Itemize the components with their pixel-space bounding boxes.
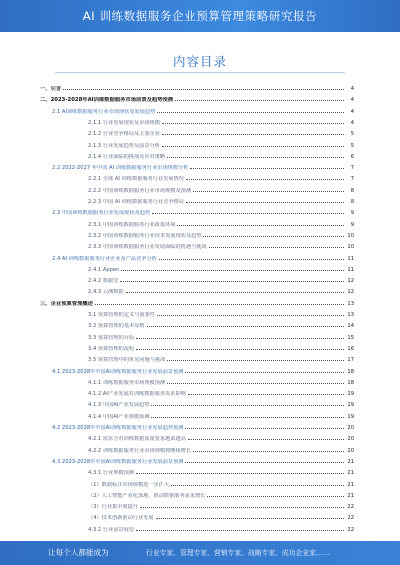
toc-entry-page: 12 (347, 278, 354, 285)
toc-entry[interactable] (52, 252, 354, 262)
toc-leader-dots (136, 349, 344, 350)
toc-entry-page: 4 (350, 108, 354, 115)
toc-entry-title: 2.3.3 中国训练数据服务行业发展面临的机遇与挑战 (88, 244, 207, 251)
toc-leader-dots (188, 439, 344, 440)
toc-entry-page: 4 (350, 97, 354, 104)
toc-entry[interactable] (88, 444, 354, 454)
toc-entry-page: 11 (347, 266, 354, 273)
toc-entry-title: 2.2.2 中国训练数据服务行业市场规模及预测 (88, 187, 192, 194)
footer-slogan: 让每个人都能成为 (48, 548, 109, 557)
toc-entry-title: （4）技术创新驱动行业发展 (88, 515, 154, 522)
toc-entry[interactable] (88, 376, 354, 386)
toc-entry-page: 8 (350, 199, 354, 205)
toc-entry[interactable] (88, 478, 354, 488)
toc-entry-title: 2.1.1 行业发展现状及市场规模 (88, 119, 160, 126)
toc-entry-title: （1）数据标注市场规模进一步扩大 (88, 481, 170, 488)
toc-entry-page: 7 (350, 165, 354, 172)
toc-entry-page: 18 (347, 368, 354, 375)
toc-entry-title: 4.1.3 中国AI产业发展趋势 (88, 402, 150, 409)
toc-leader-dots (185, 428, 344, 429)
footer-banner (0, 541, 400, 565)
toc-entry-title: 2.4.2 数据堂 (88, 278, 119, 285)
toc-leader-dots (193, 451, 344, 452)
toc-entry[interactable] (88, 432, 354, 442)
footer-roles: 行业专家、管理专家、营销专家、战略专家、成功企业家…… (146, 549, 330, 557)
toc-entry[interactable] (88, 500, 354, 510)
toc-leader-dots (152, 213, 344, 214)
toc-leader-dots (167, 383, 344, 384)
toc-entry-title: 2.1.2 行业竞争格局及主要企业 (88, 131, 160, 138)
toc-leader-dots (186, 179, 344, 180)
toc-entry-title: 3.3 预算管理的目标 (88, 334, 135, 341)
toc-leader-dots (121, 270, 344, 271)
toc-entry-title: 2.1 AI训练数据服务行业市场现状及发展趋势 (52, 108, 156, 115)
toc-entry[interactable] (40, 297, 354, 307)
toc-entry[interactable] (88, 184, 354, 194)
toc-leader-dots (209, 247, 344, 248)
toc-entry-page: 4 (350, 86, 354, 92)
toc-entry-title: 3.1 预算管理的定义与重要性 (88, 312, 155, 318)
toc-entry[interactable] (88, 489, 354, 499)
toc-entry-page: 21 (347, 492, 354, 499)
toc-entry-page: 20 (347, 436, 354, 443)
toc-entry[interactable] (52, 161, 354, 171)
toc-leader-dots (162, 123, 344, 124)
toc-entry-title: 2.2 2022-2027 年中国 AI 训练数据服务行业市场规模分析 (52, 165, 189, 172)
toc-leader-dots (162, 146, 344, 147)
toc-leader-dots (159, 259, 344, 260)
toc-entry-title: 2.4 AI 训练数据服务行业企业及产品竞争分析 (52, 255, 157, 262)
toc-entry[interactable] (52, 455, 354, 465)
toc-leader-dots (63, 89, 344, 90)
toc-entry-page: 22 (347, 526, 354, 533)
toc-entry[interactable] (88, 331, 354, 341)
toc-leader-dots (140, 507, 344, 508)
toc-entry-title: 2.2.3 中国 AI 训练数据服务行业竞争格局 (88, 199, 184, 205)
toc-entry-page: 13 (347, 300, 354, 307)
toc-leader-dots (157, 112, 344, 113)
toc-leader-dots (151, 417, 344, 418)
header-banner (0, 0, 400, 32)
toc-leader-dots (171, 485, 344, 486)
toc-entry-page: 10 (347, 232, 354, 239)
toc-leader-dots (185, 372, 344, 373)
toc-entry[interactable] (88, 172, 354, 182)
toc-leader-dots (175, 100, 344, 101)
toc-entry-title: 4.3.2 行业前景展望 (88, 526, 134, 533)
toc-leader-dots (136, 473, 344, 474)
toc-entry-title: 4.2.1 需求方对训练数据质量要求越来越高 (88, 436, 186, 443)
toc-entry[interactable] (88, 319, 354, 329)
toc-leader-dots (177, 225, 344, 226)
toc-entry[interactable] (88, 398, 354, 408)
toc-leader-dots (188, 394, 344, 395)
toc-entry-page: 7 (350, 176, 354, 183)
toc-entry[interactable] (88, 274, 354, 284)
toc-leader-dots (167, 157, 344, 158)
toc-entry-page: 19 (347, 391, 354, 398)
toc-entry-page: 20 (347, 425, 354, 431)
toc-entry[interactable] (88, 285, 354, 295)
toc-entry-page: 14 (347, 323, 354, 330)
toc-entry[interactable] (88, 466, 354, 476)
toc-entry-page: 15 (347, 334, 354, 341)
toc-entry-page: 16 (347, 345, 354, 352)
toc-entry-title: 2.1.4 行业面临的挑战及应对策略 (88, 153, 166, 160)
toc-leader-dots (126, 292, 344, 293)
toc-entry[interactable] (52, 105, 354, 115)
toc-entry-title: 4.1 2023-2028年中国AI训练数据服务行业发展前景预测 (52, 368, 184, 375)
toc-leader-dots (95, 304, 344, 305)
toc-entry[interactable] (88, 218, 354, 228)
toc-entry[interactable] (88, 229, 354, 239)
toc-leader-dots (136, 530, 344, 531)
toc-entry-page: 12 (347, 289, 354, 296)
toc-leader-dots (207, 496, 344, 497)
toc-divider (55, 72, 345, 73)
toc-entry-title: （3）行业集中度提升 (88, 504, 138, 511)
toc-entry-title: 二、2023-2028年AI训练数据服务市场前景及趋势预测 (40, 97, 174, 104)
toc-entry[interactable] (88, 240, 354, 250)
toc-entry-title: 一、引言 (40, 86, 62, 92)
toc-entry-title: 2.3.2 中国训练数据服务行业技术发展现状及趋势 (88, 232, 202, 239)
toc-leader-dots (203, 236, 344, 237)
toc-entry-page: 13 (347, 312, 354, 318)
toc-entry-title: 4.2.2 训练数据服务行业市场规模将继续增长 (88, 447, 192, 454)
toc-entry-title: 4.1.4 中国AI产业规模预测 (88, 413, 150, 420)
toc-entry-title: 3.5 预算管理中的常见问题与挑战 (88, 357, 166, 364)
toc-entry-page: 21 (347, 481, 354, 488)
toc-entry-page: 10 (347, 244, 354, 251)
toc-leader-dots (156, 518, 344, 519)
toc-entry-page: 19 (347, 413, 354, 420)
toc-entry-page: 19 (347, 402, 354, 409)
toc-leader-dots (186, 202, 344, 203)
toc-leader-dots (147, 326, 344, 327)
toc-entry[interactable] (52, 365, 354, 375)
toc-entry-page: 9 (350, 210, 354, 217)
toc-entry-title: 4.1.1 训练数据服务市场规模预测 (88, 379, 166, 386)
toc-entry[interactable] (88, 353, 354, 363)
toc-entry-page: 21 (347, 470, 354, 477)
toc-entry[interactable] (88, 387, 354, 397)
toc-entry-page: 20 (347, 447, 354, 454)
toc-entry-title: 3.2 预算管理的基本原则 (88, 323, 145, 330)
toc-entry-title: 三、企业预算管理概述 (40, 300, 93, 307)
toc-entry-page: 5 (350, 131, 354, 138)
toc-leader-dots (193, 191, 344, 192)
toc-entry-title: 2.1.3 行业发展趋势及前景分析 (88, 142, 160, 149)
toc-entry[interactable] (88, 195, 354, 205)
toc-entry-title: （2）人工智能产业化落地，推动数据服务需求增长 (88, 492, 206, 499)
toc-entry-page: 11 (347, 255, 354, 262)
toc-entry[interactable] (40, 82, 354, 92)
toc-entry-title: 2.4.1 Appen (88, 266, 120, 273)
toc-entry-page: 22 (347, 515, 354, 522)
toc-entry-title: 2.3.1 中国训练数据服务行业政策环境 (88, 221, 176, 228)
toc-title: 内容目录 (172, 54, 227, 69)
toc-entry[interactable] (88, 511, 354, 521)
toc-entry-page: 9 (350, 221, 354, 228)
toc-entry[interactable] (88, 342, 354, 352)
toc-entry-title: 4.1.2 AI产业发展对训练数据服务需求影响 (88, 391, 186, 398)
toc-entry-title: 4.2 2023-2028年中国AI训练数据服务行业发展趋势预测 (52, 425, 184, 431)
toc-entry[interactable] (52, 421, 354, 431)
toc-entry-page: 5 (350, 142, 354, 149)
toc-entry-page: 22 (347, 504, 354, 511)
toc-entry-title: 2.2.1 全球 AI 训练数据服务行业发展情况 (88, 176, 184, 183)
toc-entry[interactable] (88, 150, 354, 160)
toc-entry[interactable] (88, 410, 354, 420)
toc-entry-page: 18 (347, 379, 354, 386)
toc-leader-dots (167, 360, 344, 361)
toc-leader-dots (136, 338, 344, 339)
toc-entry[interactable] (52, 206, 354, 216)
toc-leader-dots (157, 315, 344, 316)
toc-leader-dots (162, 134, 344, 135)
toc-entry-title: 4.3 2023-2028年中国AI训练数据服务行业发展前景预测 (52, 458, 184, 465)
toc-entry[interactable] (88, 116, 354, 126)
report-title: AI 训练数据服务企业预算管理策略研究报告 (82, 9, 318, 23)
toc-entry-page: 6 (350, 153, 354, 160)
toc-entry[interactable] (88, 263, 354, 273)
toc-entry[interactable] (88, 127, 354, 137)
toc-entry[interactable] (88, 523, 354, 533)
toc-entry-page: 17 (347, 357, 354, 364)
toc-entry[interactable] (88, 139, 354, 149)
toc-entry-page: 4 (350, 119, 354, 126)
toc-entry-title: 3.4 预算管理的流程 (88, 345, 135, 352)
toc-entry-title: 2.4.3 云测数据 (88, 289, 124, 296)
toc-entry[interactable] (40, 93, 354, 103)
toc-leader-dots (151, 405, 344, 406)
toc-entry-title: 2.3 中国训练数据服务行业发展现状及趋势 (52, 210, 151, 217)
toc-leader-dots (120, 281, 344, 282)
toc-leader-dots (185, 462, 344, 463)
toc-entry-page: 8 (350, 187, 354, 194)
toc-entry-page: 21 (347, 458, 354, 465)
toc-entry-title: 4.3.1 行业规模预测 (88, 470, 134, 477)
toc-entry[interactable] (88, 308, 354, 318)
toc-leader-dots (190, 168, 344, 169)
